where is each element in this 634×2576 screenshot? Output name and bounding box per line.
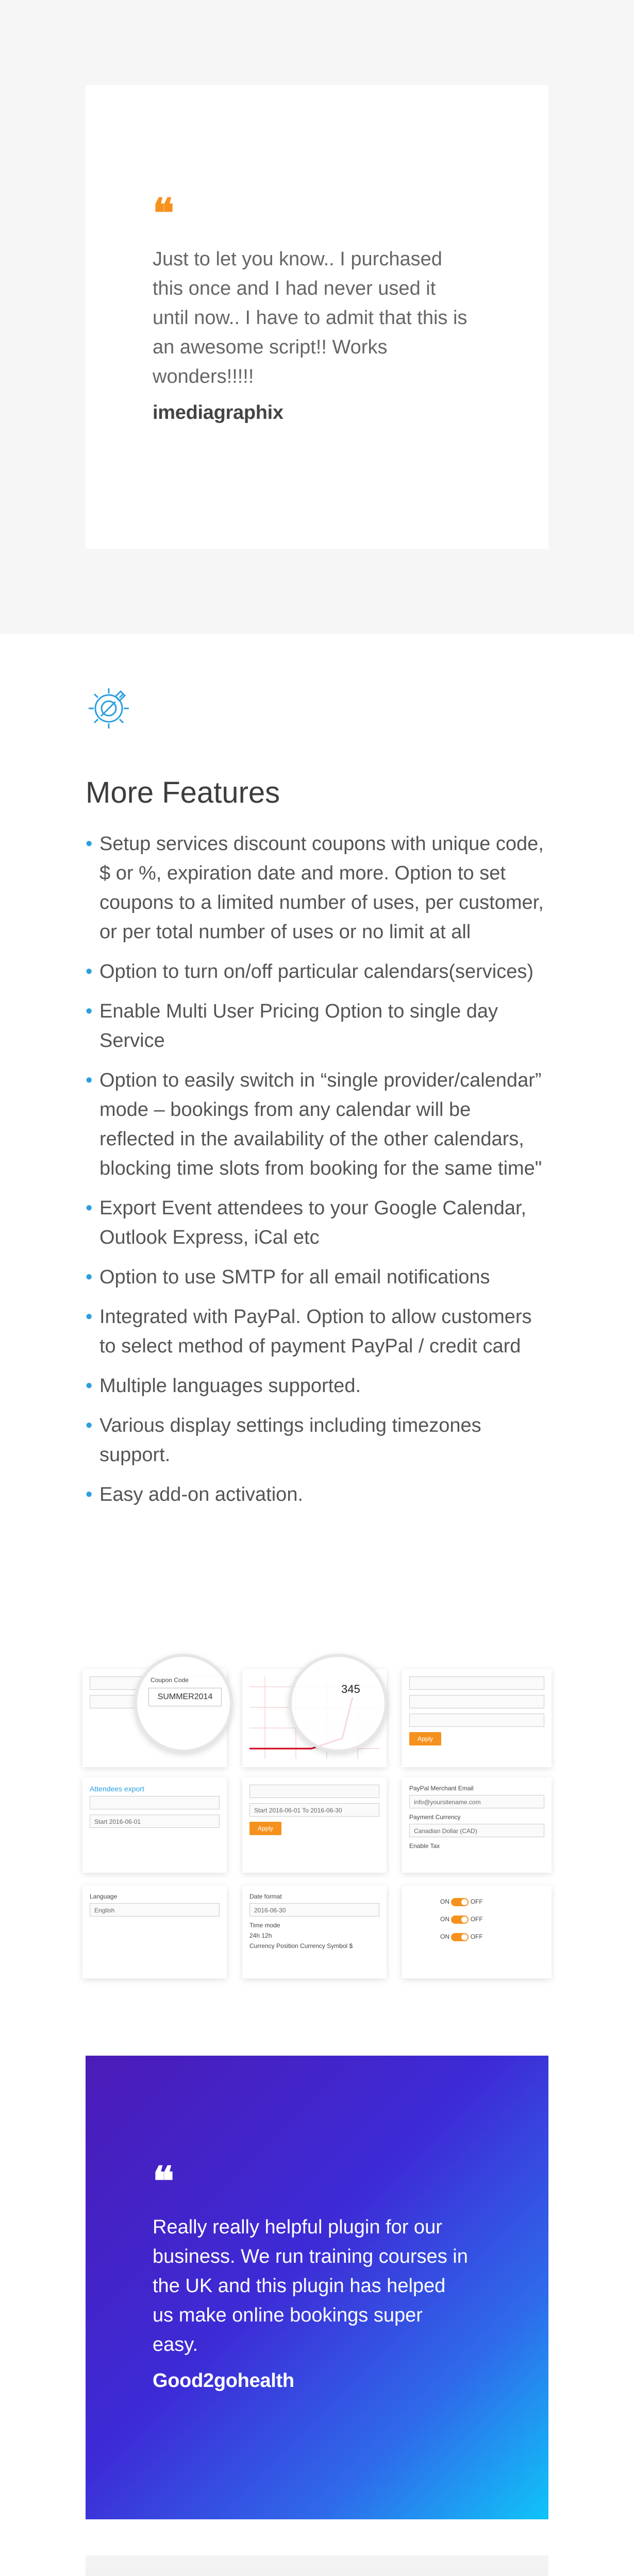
testimonial-author: imediagraphix (153, 402, 283, 423)
time-mode-label: Time mode (249, 1922, 280, 1929)
toggle-row (440, 1916, 544, 1924)
time-12: 12h (261, 1932, 272, 1939)
coupon-code: SUMMER2014 (148, 1688, 222, 1706)
to-label: To (302, 1807, 309, 1814)
on-label: ON (440, 1898, 449, 1906)
currency-select: Canadian Dollar (CAD) (409, 1824, 544, 1837)
feature-item: • Option to turn on/off particular calendars(services) (86, 957, 549, 987)
toggle-row (440, 1898, 544, 1906)
testimonial-section-top (0, 0, 634, 634)
testimonial-text: Really really helpful plugin for our business. We run training courses in the UK and this plugin has helped us make online bookings super easy. (153, 2216, 468, 2355)
testimonial-author: Good2gohealth (153, 2370, 294, 2392)
paypal-email-field: info@yoursitename.com (409, 1795, 544, 1808)
start-label: Start (254, 1807, 268, 1814)
feature-item: • Multiple languages supported. (86, 1371, 549, 1401)
date-range (90, 1815, 220, 1828)
calendar-select (90, 1796, 220, 1809)
enable-tax-label: Enable Tax (409, 1842, 440, 1850)
testimonial-card-gradient (86, 2056, 548, 2519)
feature-screenshots (82, 1659, 552, 1984)
paypal-email-label: PayPal Merchant Email (409, 1785, 474, 1792)
date-format-select: 2016-06-30 (249, 1903, 379, 1917)
toggle-switch (451, 1898, 469, 1906)
quote-icon: ❝ (153, 190, 174, 237)
date-range (249, 1803, 379, 1817)
testimonial-card (86, 85, 548, 549)
addon-toggles-screenshot (402, 1886, 552, 1978)
off-label: OFF (470, 1898, 483, 1906)
currency-label: Payment Currency (409, 1814, 461, 1821)
time-mode-options (249, 1932, 379, 1939)
date-format-label: Date format (249, 1893, 282, 1900)
language-screenshot (82, 1886, 227, 1978)
on-label: ON (440, 1916, 449, 1923)
device-mockup-card (86, 2555, 548, 2576)
toggle-switch (451, 1933, 469, 1941)
off-label: OFF (470, 1933, 483, 1941)
on-label: ON (440, 1933, 449, 1941)
apply-button: Apply (249, 1822, 281, 1835)
features-title: More Features (86, 776, 280, 809)
pricing-settings-screenshot (402, 1669, 552, 1767)
feature-item: • Option to use SMTP for all email notifications (86, 1263, 549, 1292)
settings-field (409, 1676, 544, 1690)
currency-symbol: $ (349, 1942, 353, 1950)
settings-field (409, 1695, 544, 1708)
feature-item: • Various display settings including timezones support. (86, 1411, 549, 1470)
start-label: Start (94, 1818, 108, 1825)
feature-item: • Enable Multi User Pricing Option to single day Service (86, 997, 549, 1056)
magnifier-icon (134, 1654, 233, 1753)
toggle-row (440, 1933, 544, 1941)
testimonial-section-purple (0, 2056, 634, 2555)
feature-item: • Integrated with PayPal. Option to allow customers to select method of payment PayPal / credit card (86, 1302, 549, 1361)
date-range-screenshot (242, 1777, 387, 1873)
devices-section (0, 2555, 634, 2576)
start-date: 2016-06-01 (109, 1818, 141, 1825)
features-section (0, 634, 634, 2056)
feature-item: • Export Event attendees to your Google Calendar, Outlook Express, iCal etc (86, 1194, 549, 1252)
feature-item: • Setup services discount coupons with unique code, $ or %, expiration date and more. Option to set coupons to a limited number of uses, per customer, or per total number of uses or no limit at all (86, 829, 549, 947)
magnifier-icon (289, 1654, 388, 1753)
to-date: 2016-06-30 (310, 1807, 342, 1814)
settings-select (409, 1714, 544, 1727)
feature-list (86, 829, 549, 1520)
gear-pencil-icon (86, 685, 132, 732)
calendar-select (249, 1785, 379, 1798)
language-select: English (90, 1903, 220, 1917)
display-settings-screenshot (242, 1886, 387, 1978)
coupon-label: Coupon Code (151, 1676, 189, 1684)
quote-icon: ❝ (153, 2158, 174, 2205)
language-label: Language (90, 1893, 118, 1900)
paypal-settings-screenshot (402, 1777, 552, 1873)
attendees-screenshot (82, 1777, 227, 1873)
chart-value: 345 (341, 1683, 360, 1696)
time-24: 24h (249, 1932, 260, 1939)
save-button: Apply (409, 1732, 441, 1745)
feature-item: • Option to easily switch in “single provider/calendar” mode – bookings from any calendar will be reflected in the availability of the other calendars, blocking time slots from booking for the same time" (86, 1066, 549, 1183)
testimonial-text: Just to let you know.. I purchased this once and I had never used it until now.. I have to admit that this is an awesome script!! Works wonders!!!!! (153, 248, 468, 387)
feature-item: • Easy add-on activation. (86, 1480, 549, 1510)
toggle-switch (451, 1916, 469, 1924)
start-date: 2016-06-01 (269, 1807, 301, 1814)
off-label: OFF (470, 1916, 483, 1923)
coupon-screenshot (82, 1669, 227, 1767)
chart-screenshot (242, 1669, 387, 1767)
currency-position-label: Currency Position Currency Symbol $ (249, 1942, 353, 1950)
attendees-title: Attendees export (90, 1785, 144, 1793)
